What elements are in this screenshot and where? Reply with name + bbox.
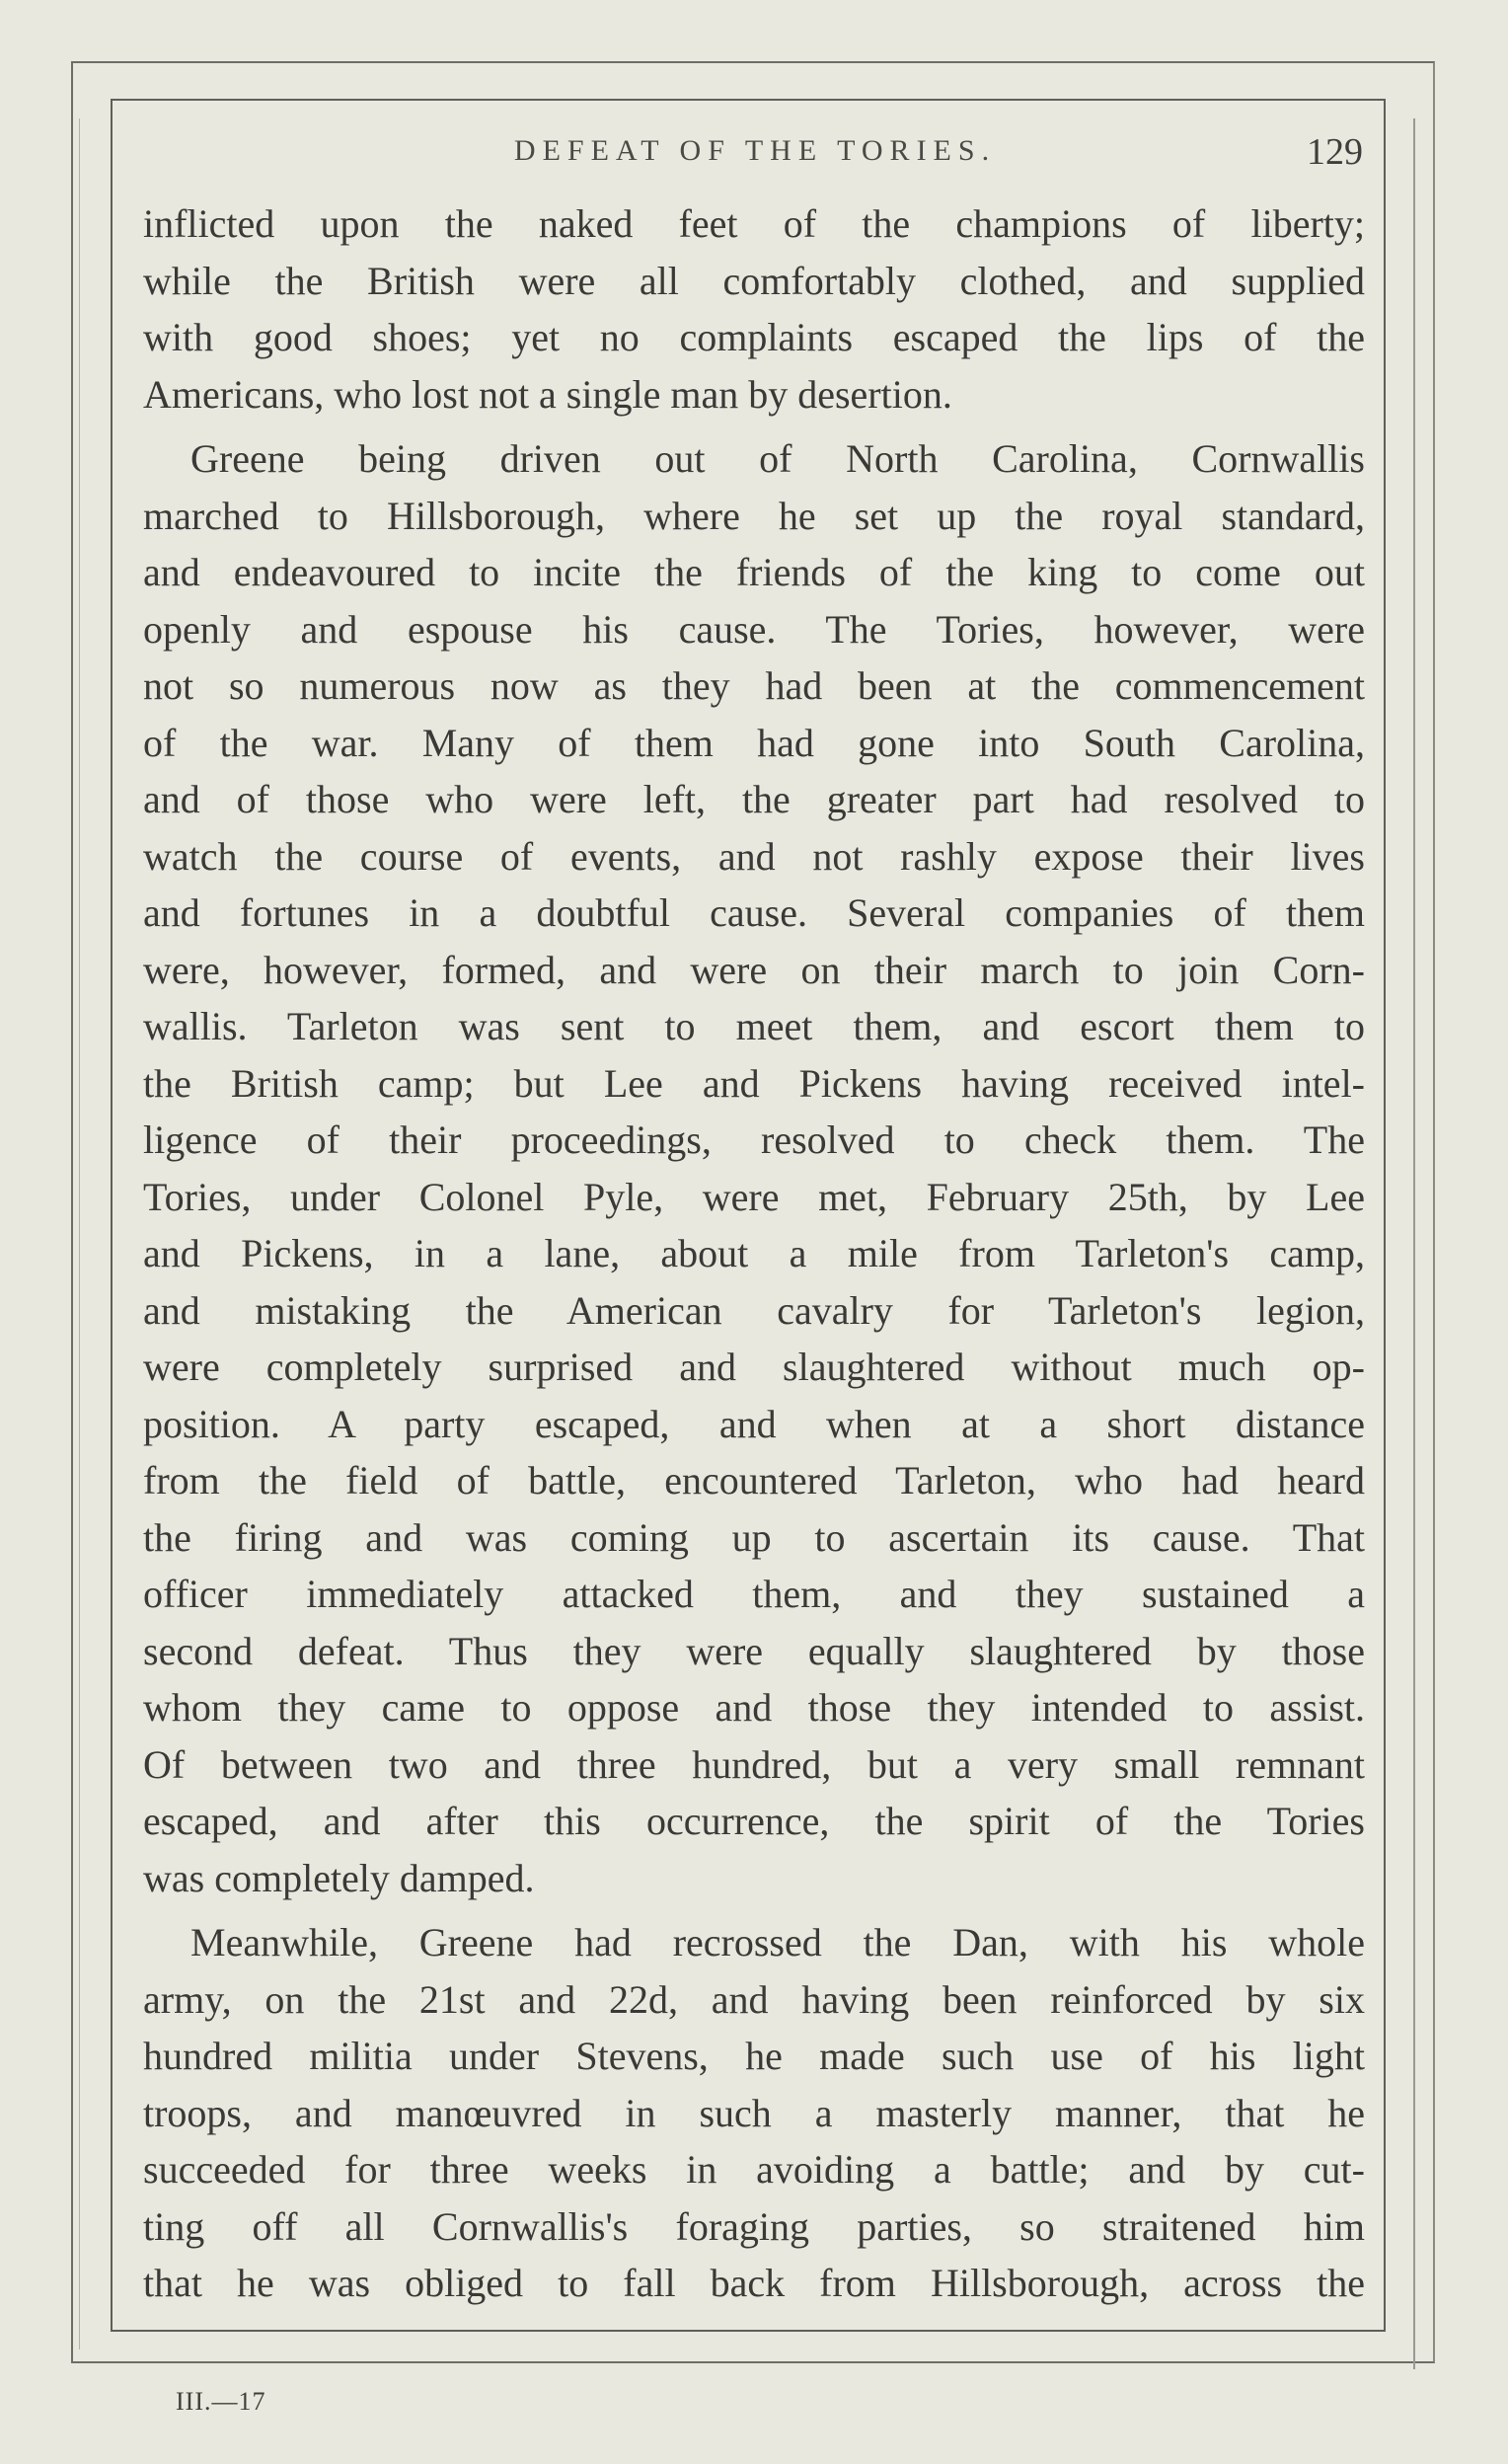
text-line: the British camp; but Lee and Pickens having received intel- [143, 1060, 1365, 1106]
running-head [143, 130, 1367, 178]
text-line: and fortunes in a doubtful cause. Several companies of them [143, 890, 1365, 935]
text-line: were, however, formed, and were on their march to join Corn- [143, 947, 1365, 992]
running-title: DEFEAT OF THE TORIES. [513, 134, 997, 167]
text-line: inflicted upon the naked feet of the champions of liberty; [143, 201, 1365, 246]
text-line: second defeat. Thus they were equally slaughtered by those [143, 1628, 1365, 1673]
text-line: the firing and was coming up to ascertain its cause. That [143, 1514, 1365, 1560]
text-line: were completely surprised and slaughtered without much op- [143, 1345, 1365, 1389]
text-line: position. A party escaped, and when at a short distance [143, 1401, 1365, 1446]
text-line: openly and espouse his cause. The Tories, however, were [143, 606, 1365, 652]
text-line: was completely damped. [143, 1855, 535, 1900]
text-line: Of between two and three hundred, but a very small remnant [143, 1741, 1365, 1787]
text-line: and mistaking the American cavalry for Tarleton's legion, [143, 1287, 1365, 1333]
text-line: ligence of their proceedings, resolved to check them. The [143, 1117, 1365, 1162]
text-line: escaped, and after this occurrence, the spirit of the Tories [143, 1799, 1365, 1843]
text-line: of the war. Many of them had gone into South Carolina, [143, 720, 1365, 765]
text-line: not so numerous now as they had been at the commencement [143, 663, 1365, 708]
text-line: with good shoes; yet no complaints escaped the lips of the [143, 315, 1365, 359]
text-line: whom they came to oppose and those they intended to assist. [143, 1685, 1365, 1730]
left-page-edge [79, 118, 80, 2349]
text-line: wallis. Tarleton was sent to meet them, and escort them to [143, 1004, 1365, 1048]
text-line: hundred militia under Stevens, he made such use of his light [143, 2034, 1365, 2078]
text-line: officer immediately attacked them, and they sustained a [143, 1572, 1365, 1616]
text-line: succeeded for three weeks in avoiding a battle; and by cut- [143, 2147, 1365, 2192]
signature-mark: III.—17 [176, 2387, 266, 2416]
text-line: ting off all Cornwallis's foraging parties, so straitened him [143, 2203, 1365, 2249]
text-line: and of those who were left, the greater part had resolved to [143, 777, 1365, 821]
text-line: army, on the 21st and 22d, and having been reinforced by six [143, 1976, 1365, 2022]
text-line: marched to Hillsborough, where he set up the royal standard, [143, 493, 1365, 538]
text-line: Greene being driven out of North Carolina, Cornwallis [190, 436, 1365, 481]
text-line: while the British were all comfortably clothed, and supplied [143, 258, 1365, 303]
page-number: 129 [1307, 131, 1363, 173]
text-line: and endeavoured to incite the friends of the king to come out [143, 550, 1365, 594]
text-line: Tories, under Colonel Pyle, were met, February 25th, by Lee [143, 1174, 1365, 1219]
right-page-edge [1413, 118, 1415, 2369]
text-line: Meanwhile, Greene had recrossed the Dan, with his whole [190, 1920, 1365, 1964]
text-line: troops, and manœuvred in such a masterly manner, that he [143, 2090, 1365, 2135]
text-line: from the field of battle, encountered Tarleton, who had heard [143, 1458, 1365, 1502]
text-line: that he was obliged to fall back from Hillsborough, across the [143, 2261, 1365, 2305]
text-line: and Pickens, in a lane, about a mile from Tarleton's camp, [143, 1231, 1365, 1275]
body-text [143, 195, 1365, 2312]
text-line: watch the course of events, and not rashly expose their lives [143, 833, 1365, 879]
text-line: Americans, who lost not a single man by desertion. [143, 371, 952, 417]
